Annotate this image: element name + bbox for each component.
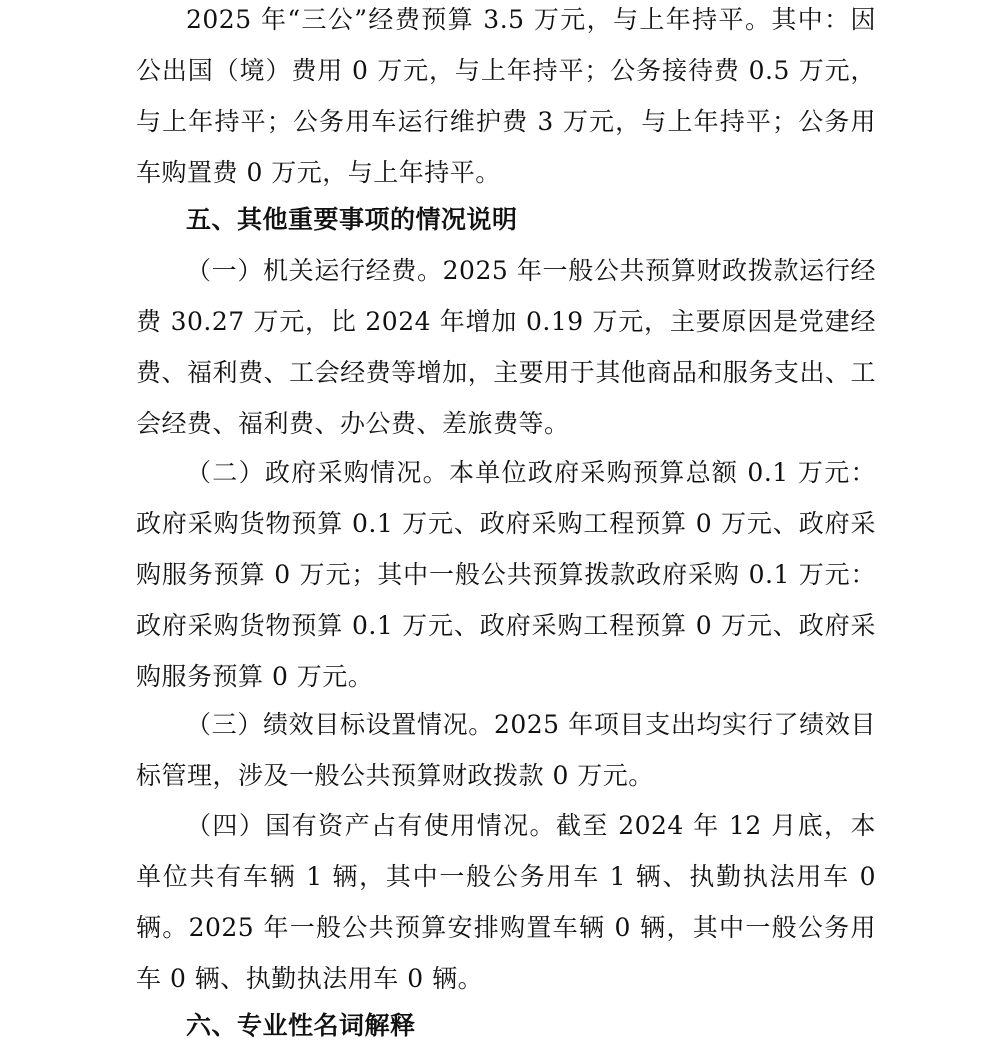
paragraph-sangong-budget: 2025 年“三公”经费预算 3.5 万元，与上年持平。其中：因公出国（境）费用 0 万元，与上年持平；公务接待费 0.5 万元，与上年持平；公务用车运行维护费 3 万元，与上年持平；公务用车购置费 0 万元，与上年持平。	[136, 5, 876, 187]
paragraph-state-assets: （四）国有资产占有使用情况。截至 2024 年 12 月底，本单位共有车辆 1 辆，其中一般公务用车 1 辆、执勤执法用车 0 辆。2025 年一般公共预算安排购置车辆 0 辆，其中一般公务用车 0 辆、执勤执法用车 0 辆。	[136, 811, 876, 993]
section-heading-terminology: 六、专业性名词解释	[186, 1011, 416, 1040]
paragraph-operating-expenses: （一）机关运行经费。2025 年一般公共预算财政拨款运行经费 30.27 万元，比 2024 年增加 0.19 万元，主要原因是党建经费、福利费、工会经费等增加，主要用于其他商品和服务支出、工会经费、福利费、办公费、差旅费等。	[136, 256, 876, 438]
paragraph-government-procurement: （二）政府采购情况。本单位政府采购预算总额 0.1 万元：政府采购货物预算 0.1 万元、政府采购工程预算 0 万元、政府采购服务预算 0 万元；其中一般公共预算拨款政府采购 0.1 万元：政府采购货物预算 0.1 万元、政府采购工程预算 0 万元、政府采购服务预算 0 万元。	[136, 458, 876, 691]
section-heading-other-matters: 五、其他重要事项的情况说明	[186, 205, 518, 234]
paragraph-performance-targets: （三）绩效目标设置情况。2025 年项目支出均实行了绩效目标管理，涉及一般公共预算财政拨款 0 万元。	[136, 710, 876, 790]
